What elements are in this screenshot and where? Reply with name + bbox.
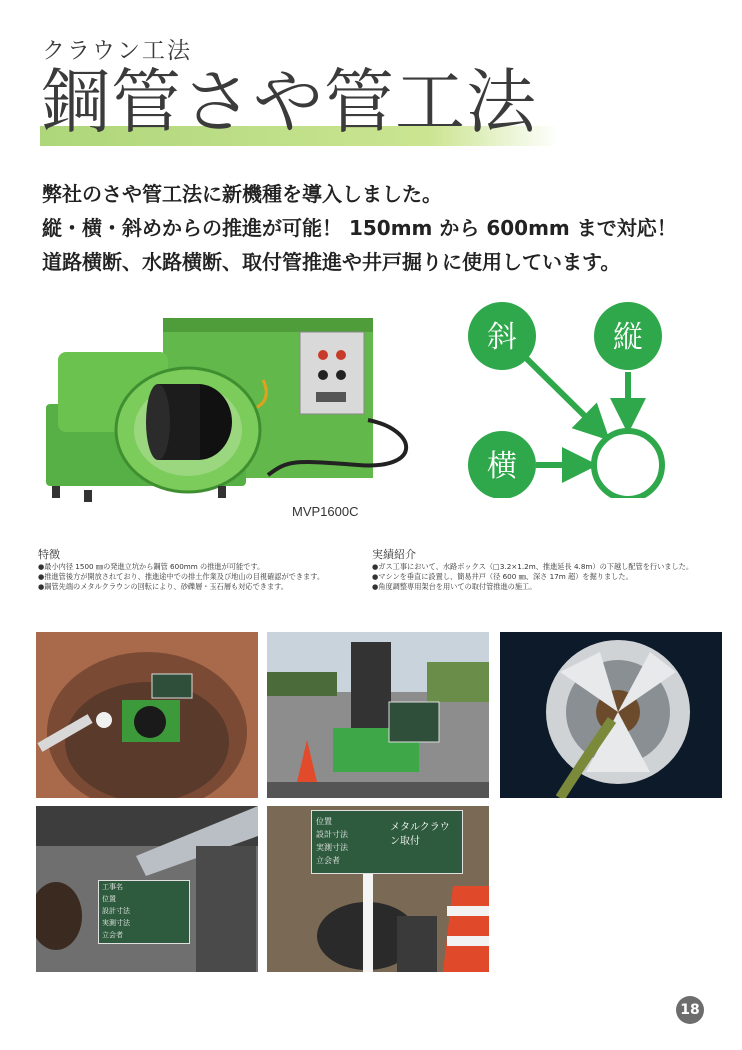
diagonal-label: 斜 <box>487 320 517 355</box>
features-list <box>38 562 324 592</box>
records-item: ●ガス工事において、水路ボックス（□3.2×1.2m、推進延長 4.8m）の下越し配管を行いました。 <box>372 562 694 571</box>
board-b <box>311 810 463 874</box>
machine-caption: MVP1600C <box>292 504 359 519</box>
records-list <box>372 562 693 592</box>
photo-crown-inside <box>500 632 722 798</box>
intro-line-3: 道路横断、水路横断、取付管推進や井戸掘りに使用しています。 <box>42 250 621 274</box>
board-b-labels <box>316 815 348 867</box>
board-a-row: 設計寸法 <box>102 907 130 915</box>
direction-diagram <box>462 298 682 498</box>
features-item: ●鋼管先端のメタルクラウンの回転により、砂礫層・玉石層も対応できます。 <box>38 582 288 591</box>
photo-shaft-machine <box>36 632 258 798</box>
features-item: ●最小内径 1500 ㎜の発進立坑から鋼管 600mm の推進が可能です。 <box>38 562 265 571</box>
records-heading: 実績紹介 <box>372 548 416 561</box>
intro-line-2: 縦・横・斜めからの推進が可能！ 150mm から 600mm まで対応！ <box>42 216 677 240</box>
board-a-row: 位置 <box>102 895 116 903</box>
photo-angled-pipe <box>36 806 258 972</box>
board-b-row: 位置 <box>316 817 332 826</box>
board-a <box>98 880 190 944</box>
arrow-diagonal <box>526 358 597 428</box>
records-item: ●マシンを垂直に設置し、簡易井戸（径 600 ㎜、深さ 17m 超）を掘りました。 <box>372 572 633 581</box>
board-b-handwriting: メタルクラウン取付 <box>390 822 450 847</box>
board-a-row: 立会者 <box>102 931 123 939</box>
vertical-label: 縦 <box>613 320 643 355</box>
board-b-row: 設計寸法 <box>316 830 348 839</box>
page-number: 18 <box>676 996 704 1024</box>
features-item: ●推進管後方が開放されており、推進途中での排土作業及び地山の目視確認ができます。 <box>38 572 325 581</box>
board-b-row: 実測寸法 <box>316 843 348 852</box>
page-title: 鋼管さや管工法 <box>40 61 537 143</box>
page-subtitle: クラウン工法 <box>42 38 192 64</box>
board-a-row: 実測寸法 <box>102 919 130 927</box>
photo-pipe-crown-board <box>267 806 489 972</box>
board-a-row: 工事名 <box>102 883 123 891</box>
machine-photo <box>38 300 420 510</box>
intro-line-1: 弊社のさや管工法に新機種を導入しました。 <box>42 182 442 206</box>
target-circle <box>594 431 662 498</box>
photo-vertical-installation <box>267 632 489 798</box>
features-heading: 特徴 <box>38 548 60 561</box>
records-item: ●角度調整専用架台を用いての取付管推進の施工。 <box>372 582 537 591</box>
horizontal-label: 横 <box>487 449 517 484</box>
board-b-row: 立会者 <box>316 856 340 865</box>
